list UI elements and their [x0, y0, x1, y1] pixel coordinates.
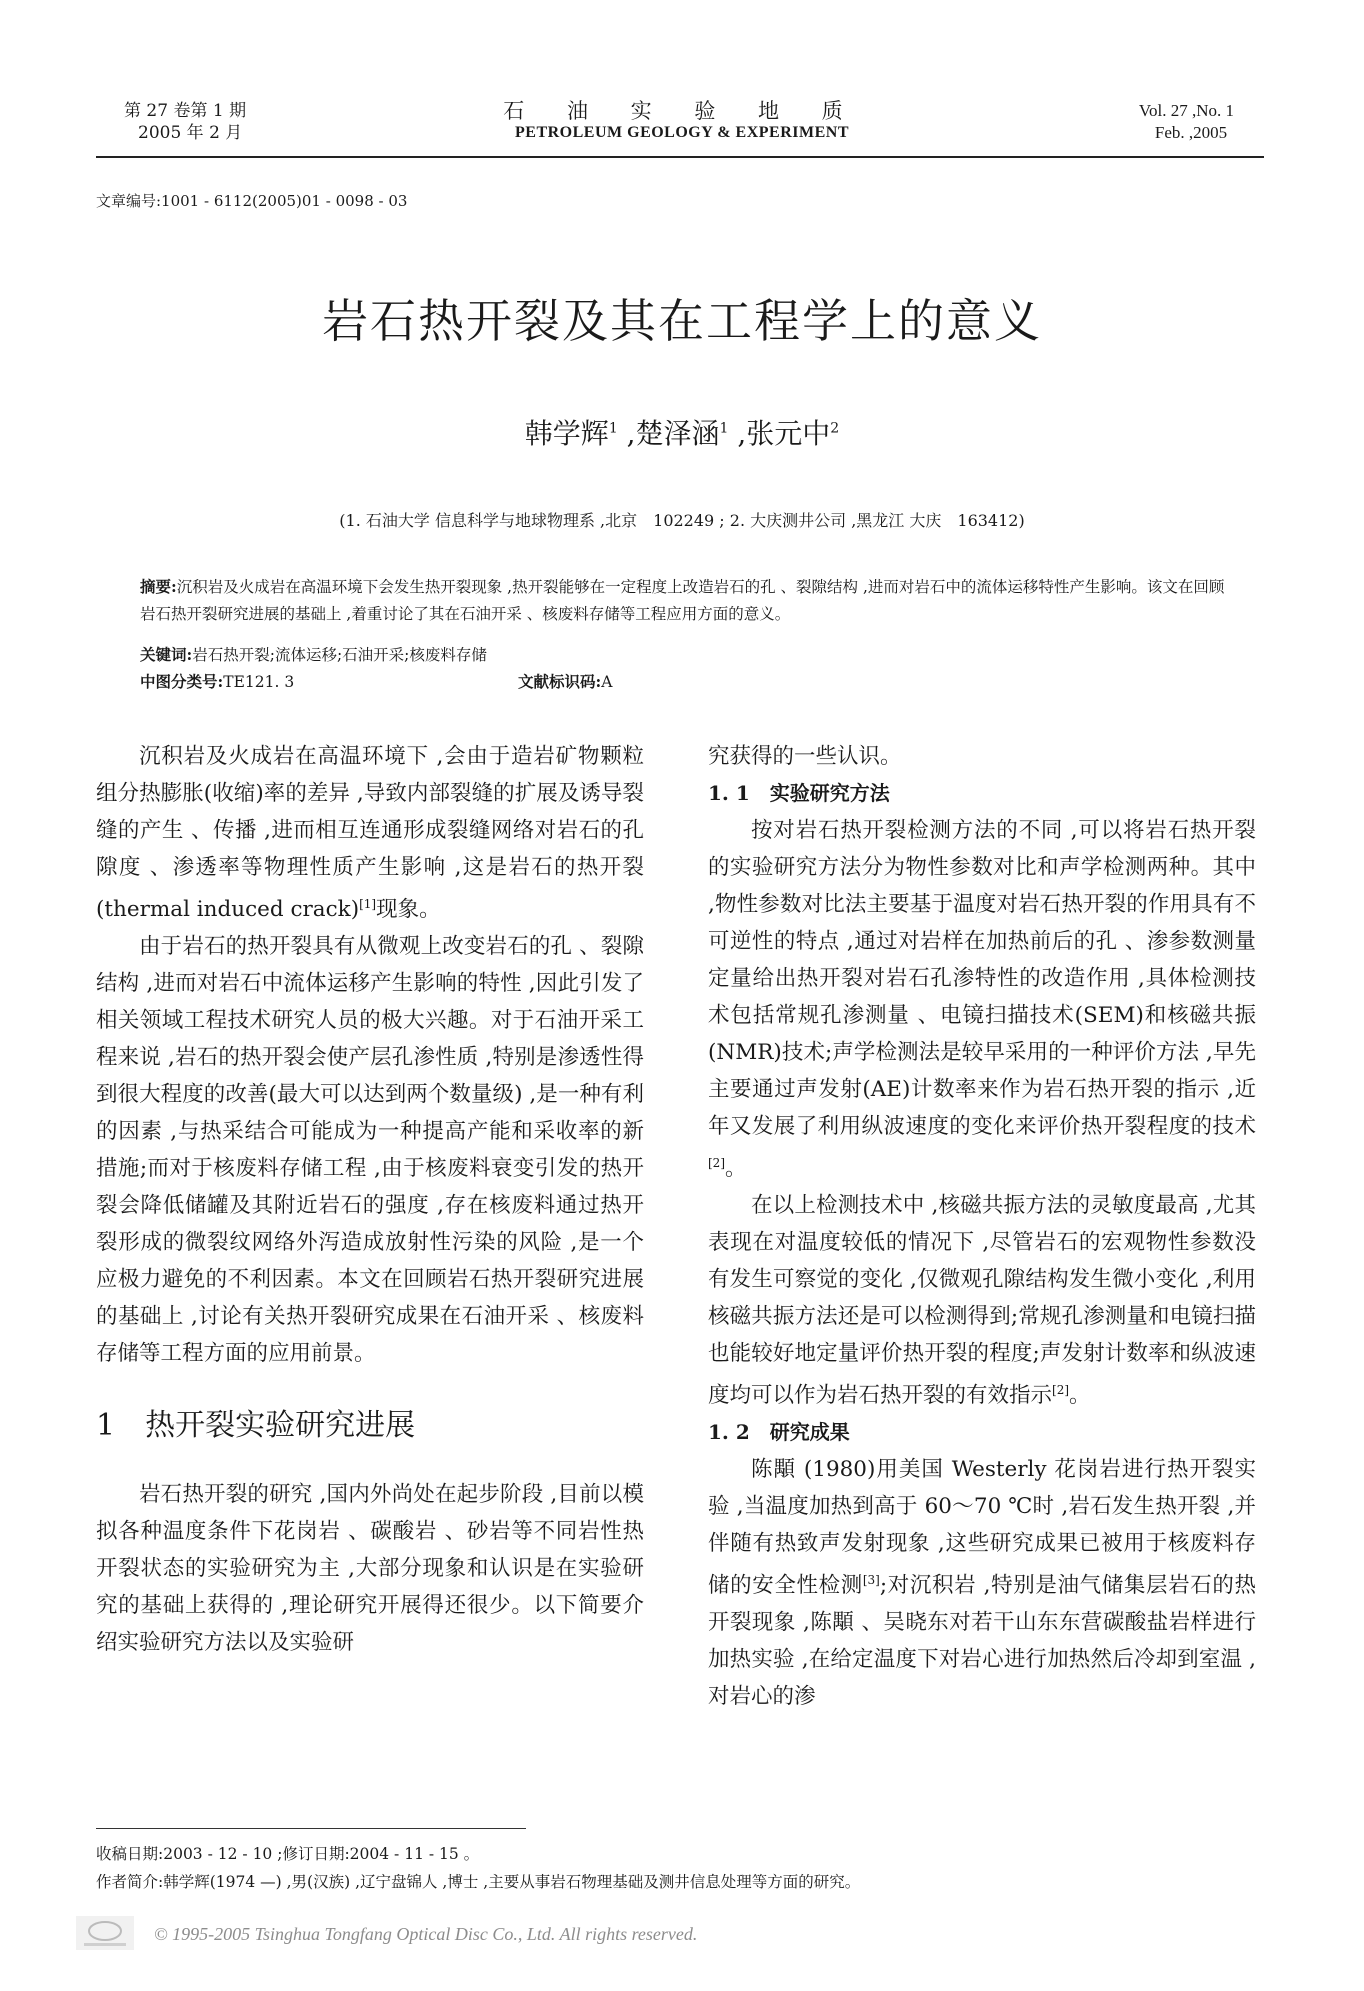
paragraph [708, 812, 1256, 1187]
author-affil-mark: 1 [719, 420, 729, 437]
paragraph-text-end: 。 [1069, 1383, 1091, 1409]
article-number: 文章编号:1001 - 6112(2005)01 - 0098 - 03 [96, 192, 408, 210]
clc-label: 中图分类号: [140, 672, 224, 691]
subsection-heading: 1. 2 研究成果 [708, 1420, 850, 1445]
paragraph [96, 738, 644, 928]
paragraph-continuation: 究获得的一些认识。 [708, 744, 902, 769]
journal-name-cn: 石 油 实 验 地 质 [503, 99, 861, 123]
clc-value: TE121. 3 [223, 673, 295, 691]
classification-number [140, 670, 294, 692]
keywords [140, 643, 487, 665]
author-affil-mark: 2 [830, 420, 840, 437]
author-name: ,楚泽涵 [626, 417, 720, 450]
footnote-rule [96, 1828, 526, 1829]
author-affil-mark: 1 [608, 420, 618, 437]
paragraph-text-end: ;对沉积岩 ,特别是油气储集层岩石的热开裂现象 ,陈顒 、吴晓东对若干山东东营碳酸盐岩样进行加热实验 ,在给定温度下对岩心进行加热然后冷却到室温 ,对岩心的渗 [708, 1573, 1256, 1710]
paragraph: 由于岩石的热开裂具有从微观上改变岩石的孔 、裂隙结构 ,进而对岩石中流体运移产生影响的特性 ,因此引发了相关领域工程技术研究人员的极大兴趣。对于石油开采工程来说 ,岩石的热开裂会使产层孔渗性质 ,特别是渗透性得到很大程度的改善(最大可以达到两个数量级) ,是一种有利的因素 ,与热采结合可能成为一种提高产能和采收率的新措施;而对于核废料存储工程 ,由于核废料衰变引发的热开裂会降低储罐及其附近岩石的强度 ,存在核废料通过热开裂形成的微裂纹网络外泻造成放射性污染的风险 ,是一个应极力避免的不利因素。本文在回顾岩石热开裂研究进展的基础上 ,讨论有关热开裂研究成果在石油开采 、核废料存储等工程方面的应用前景。 [96, 934, 644, 1367]
journal-name-en: PETROLEUM GEOLOGY & EXPERIMENT [515, 124, 849, 141]
volume-cn: 第 27 卷第 1 期 [124, 101, 247, 121]
author-list [0, 412, 1364, 452]
paragraph-text-end: 。 [725, 1156, 747, 1182]
keywords-text: 岩石热开裂;流体运移;石油开采;核废料存储 [192, 646, 487, 664]
paragraph-text: 在以上检测技术中 ,核磁共振方法的灵敏度最高 ,尤其表现在对温度较低的情况下 ,尽管岩石的宏观物性参数没有发生可察觉的变化 ,仅微观孔隙结构发生微小变化 ,利用核磁共振方法还是可以检测得到;常规孔渗测量和电镜扫描也能较好地定量评价热开裂的程度;声发射计数率和纵波速度均可以作为岩石热开裂的有效指示 [708, 1193, 1256, 1409]
keywords-label: 关键词: [140, 645, 193, 664]
citation: [1] [359, 897, 377, 911]
article-title: 岩石热开裂及其在工程学上的意义 [322, 294, 1042, 348]
abstract-text: 沉积岩及火成岩在高温环境下会发生热开裂现象 ,热开裂能够在一定程度上改造岩石的孔 、裂隙结构 ,进而对岩石中的流体运移特性产生影响。该文在回顾岩石热开裂研究进展的基础上 ,着重讨论了其在石油开采 、核废料存储等工程应用方面的意义。 [140, 578, 1225, 623]
received-date: 收稿日期:2003 - 12 - 10 ;修订日期:2004 - 11 - 15 。 [96, 1845, 480, 1863]
abstract-label: 摘要: [140, 577, 177, 596]
date-en: Feb. ,2005 [1154, 123, 1228, 142]
paragraph-text: 沉积岩及火成岩在高温环境下 ,会由于造岩矿物颗粒组分热膨胀(收缩)率的差异 ,导致内部裂缝的扩展及诱导裂缝的产生 、传播 ,进而相互连通形成裂缝网络对岩石的孔隙度 、渗透率等物理性质产生影响 ,这是岩石的热开裂(thermal induced crack) [96, 744, 644, 923]
doccode-label: 文献标识码: [518, 672, 602, 691]
header-journal [420, 100, 944, 144]
citation: [2] [708, 1156, 725, 1170]
document-code [518, 670, 612, 692]
publisher-logo-icon [76, 1916, 134, 1950]
subsection-heading: 1. 1 实验研究方法 [708, 781, 890, 805]
header-volume-en [1139, 100, 1234, 144]
author-name: 韩学辉 [524, 417, 609, 450]
paragraph [708, 1451, 1256, 1715]
date-cn: 2005 年 2 月 [138, 123, 243, 143]
section-heading: 1 热开裂实验研究进展 [96, 1408, 416, 1444]
affiliations: (1. 石油大学 信息科学与地球物理系 ,北京 102249 ; 2. 大庆测井公司 ,黑龙江 大庆 163412) [339, 511, 1025, 530]
paragraph-text-end: 现象。 [376, 897, 441, 923]
citation: [2] [1052, 1383, 1070, 1398]
author-bio: 作者简介:韩学辉(1974 —) ,男(汉族) ,辽宁盘锦人 ,博士 ,主要从事岩石物理基础及测井信息处理等方面的研究。 [96, 1873, 861, 1891]
paragraph: 岩石热开裂的研究 ,国内外尚处在起步阶段 ,目前以模拟各种温度条件下花岗岩 、碳酸岩 、砂岩等不同岩性热开裂状态的实验研究为主 ,大部分现象和认识是在实验研究的基础上获得的 ,理论研究开展得还很少。以下简要介绍实验研究方法以及实验研 [96, 1482, 644, 1656]
paragraph-text: 按对岩石热开裂检测方法的不同 ,可以将岩石热开裂的实验研究方法分为物性参数对比和声学检测两种。其中 ,物性参数对比法主要基于温度对岩石热开裂的作用具有不可逆性的特点 ,通过对岩样在加热前后的孔 、渗参数测量定量给出热开裂对岩石孔渗特性的改造作用 ,具体检测技术包括常规孔渗测量 、电镜扫描技术(SEM)和核磁共振(NMR)技术;声学检测法是较早采用的一种评价方法 ,早先主要通过声发射(AE)计数率来作为岩石热开裂的指示 ,近年又发展了利用纵波速度的变化来评价热开裂程度的技术 [708, 818, 1256, 1139]
doccode-value: A [601, 673, 613, 691]
body-column-right [708, 738, 1256, 1715]
header-rule [96, 156, 1264, 158]
copyright-notice: © 1995-2005 Tsinghua Tongfang Optical Disc Co., Ltd. All rights reserved. [154, 1924, 698, 1944]
header-volume-issue [124, 100, 246, 144]
body-column-left [96, 738, 644, 1661]
paragraph [708, 1187, 1256, 1414]
abstract [140, 573, 1230, 628]
author-name: ,张元中 [737, 417, 831, 450]
citation: [3] [862, 1573, 880, 1588]
paragraph-text: 陈顒 (1980)用美国 Westerly 花岗岩进行热开裂实验 ,当温度加热到高于 60～70 ℃时 ,岩石发生热开裂 ,并伴随有热致声发射现象 ,这些研究成果已被用于核废料存储的安全性检测 [708, 1457, 1256, 1599]
volume-en: Vol. 27 ,No. 1 [1138, 101, 1234, 120]
